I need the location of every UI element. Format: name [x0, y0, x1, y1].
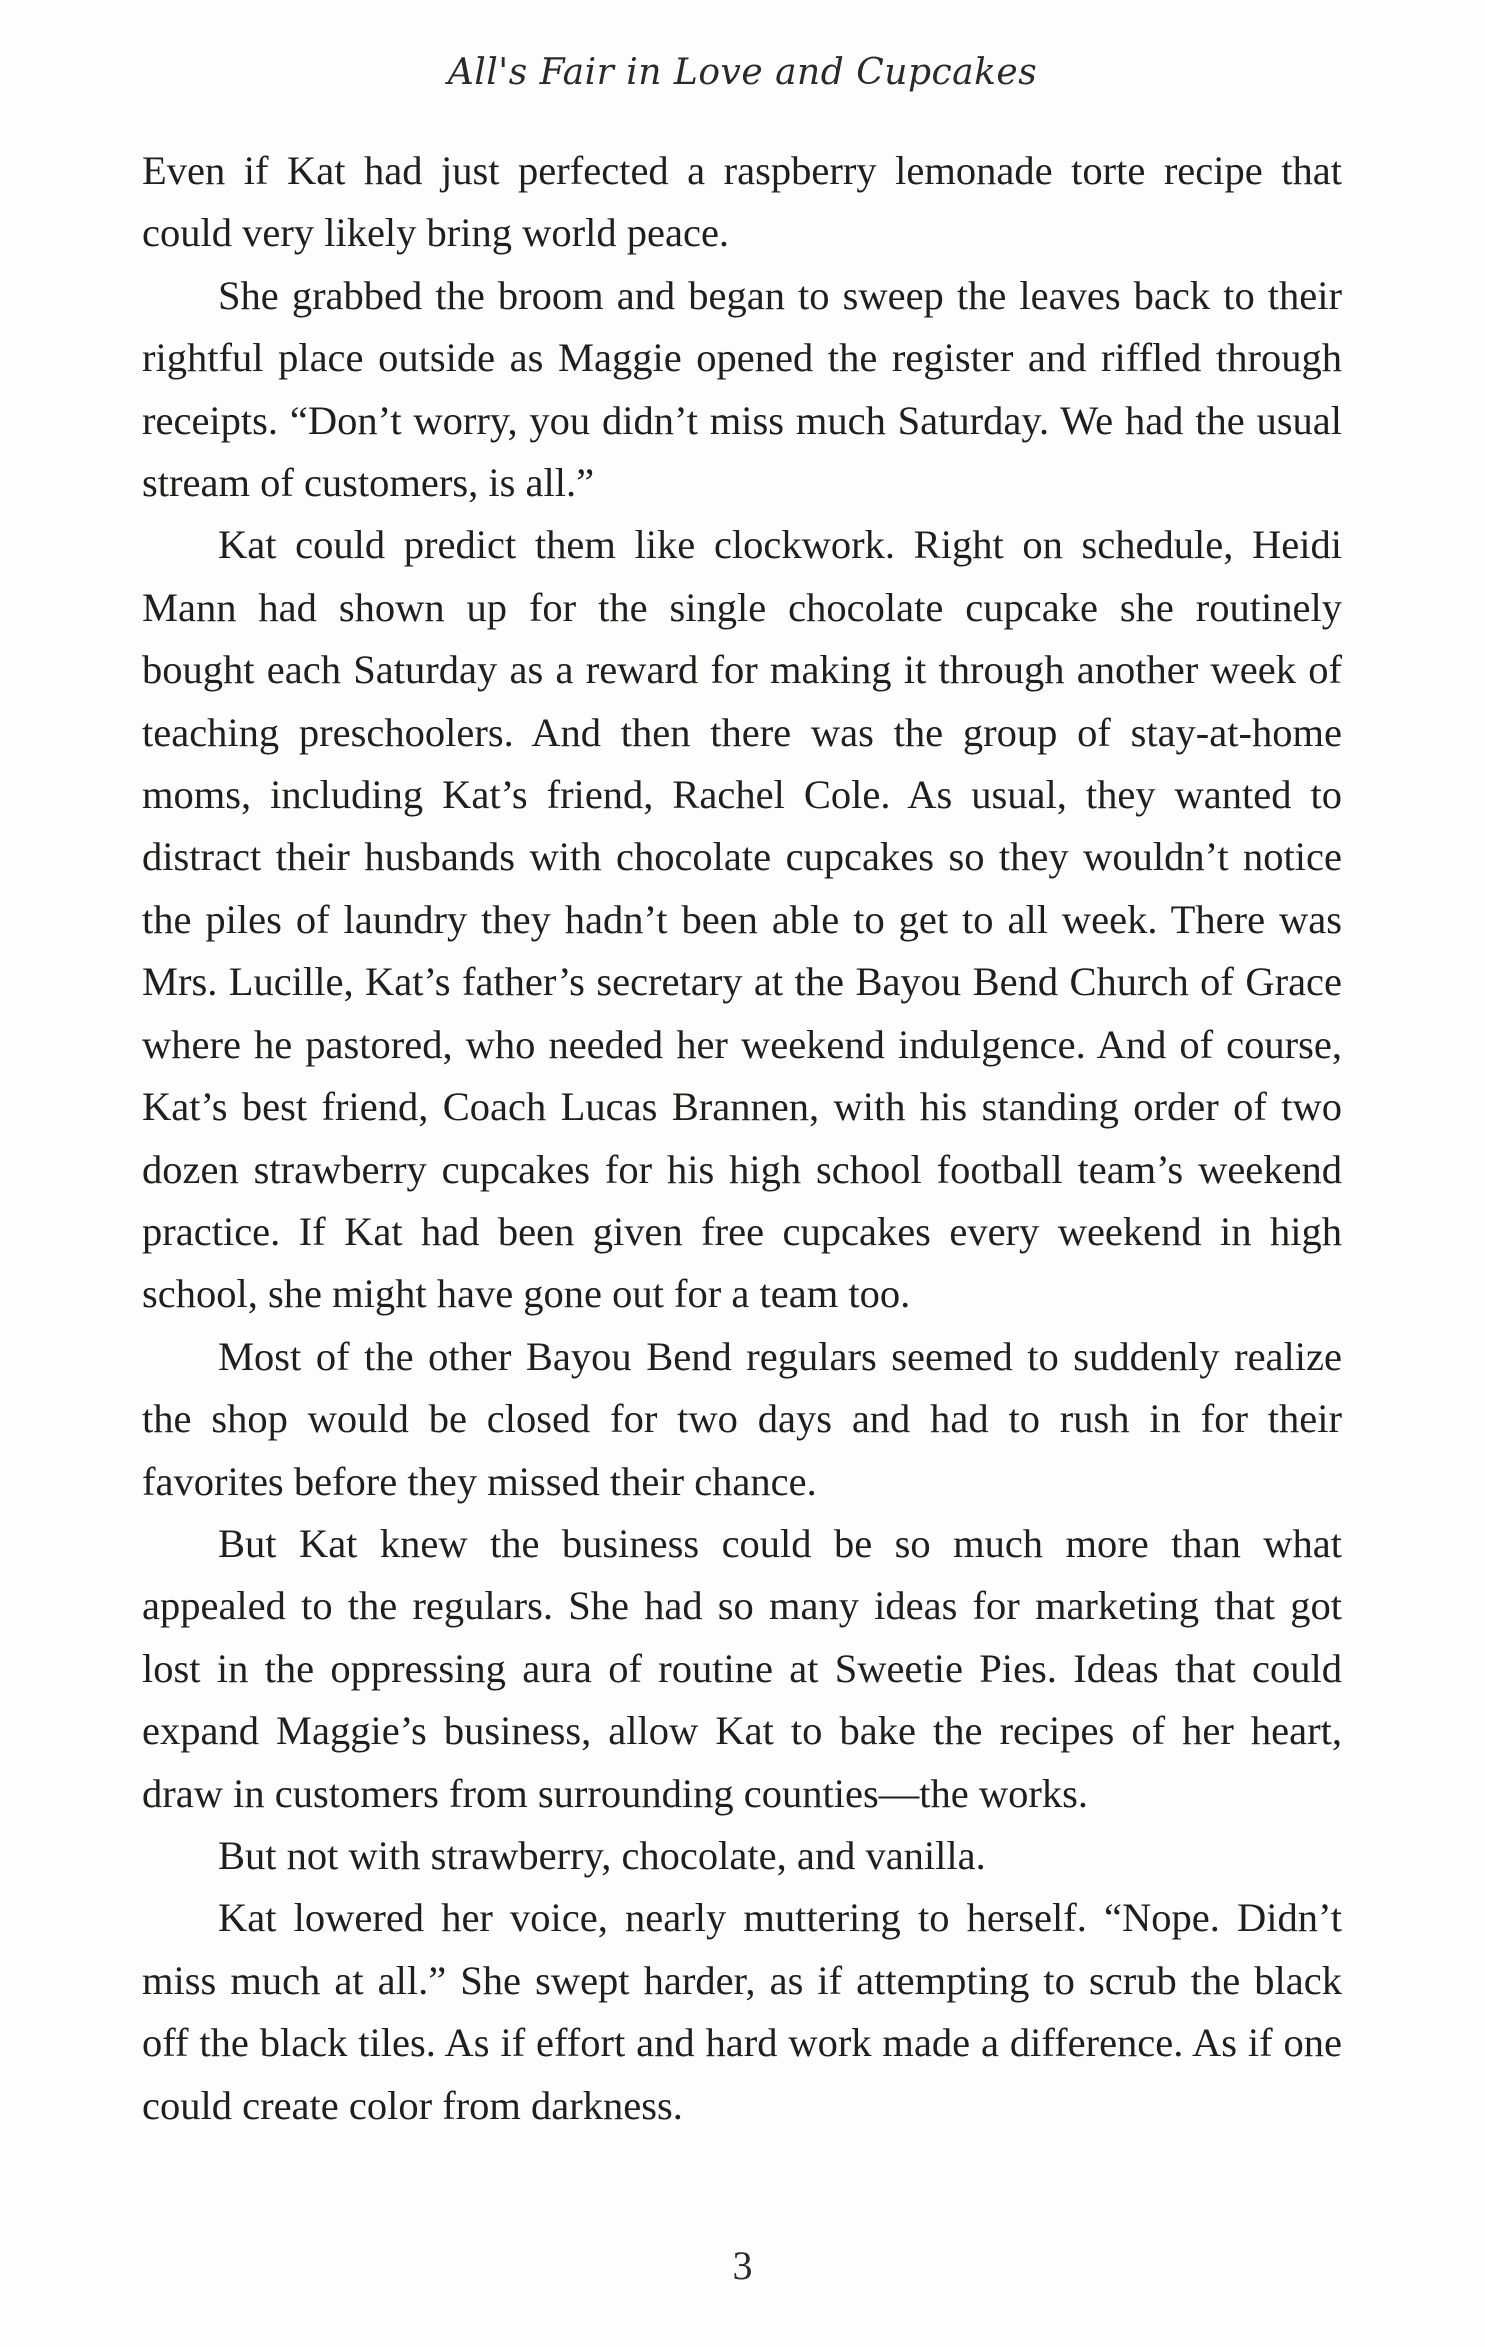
paragraph-4: Most of the other Bayou Bend regulars seemed to suddenly realize the shop would be closed for two days and had to rush in for their favorites before they missed their chance.: [142, 1333, 1342, 1504]
page-number: 3: [732, 2243, 753, 2288]
paragraph-1: Even if Kat had just perfected a raspberry lemonade torte recipe that could very likely bring world peace.: [142, 148, 1342, 256]
paragraph-7: Kat lowered her voice, nearly muttering to herself. “Nope. Didn’t miss much at all.” She swept harder, as if attempting to scrub the black off the black tiles. As if effort and hard work made a difference. As if one could create color from darkness.: [142, 1895, 1342, 2128]
paragraph-3: Kat could predict them like clockwork. Right on schedule, Heidi Mann had shown up for the single chocolate cupcake she routinely bought each Saturday as a reward for making it through another week of teaching preschoolers. And then there was the group of stay-at-home moms, including Kat’s friend, Rachel Cole. As usual, they wanted to distract their husbands with chocolate cupcakes so they wouldn’t notice the piles of laundry they hadn’t been able to get to all week. There was Mrs. Lucille, Kat’s father’s secretary at the Bayou Bend Church of Grace where he pastored, who needed her weekend indulgence. And of course, Kat’s best friend, Coach Lucas Brannen, with his standing order of two dozen strawberry cupcakes for his high school football team’s weekend practice. If Kat had been given free cupcakes every weekend in high school, she might have gone out for a team too.: [142, 522, 1342, 1317]
paragraph-5: But Kat knew the business could be so much more than what appealed to the regulars. She had so many ideas for marketing that got lost in the oppressing aura of routine at Sweetie Pies. Ideas that could expand Maggie’s business, allow Kat to bake the recipes of her heart, draw in customers from surrounding counties—the works.: [142, 1520, 1342, 1816]
paragraph-6: But not with strawberry, chocolate, and vanilla.: [218, 1832, 986, 1878]
body-text: [142, 140, 1342, 2137]
paragraph-2: She grabbed the broom and began to sweep the leaves back to their rightful place outside as Maggie opened the register and riffled through receipts. “Don’t worry, you didn’t miss much Saturday. We had the usual stream of customers, is all.”: [142, 272, 1342, 506]
running-header-title: All's Fair in Love and Cupcakes: [447, 52, 1038, 93]
